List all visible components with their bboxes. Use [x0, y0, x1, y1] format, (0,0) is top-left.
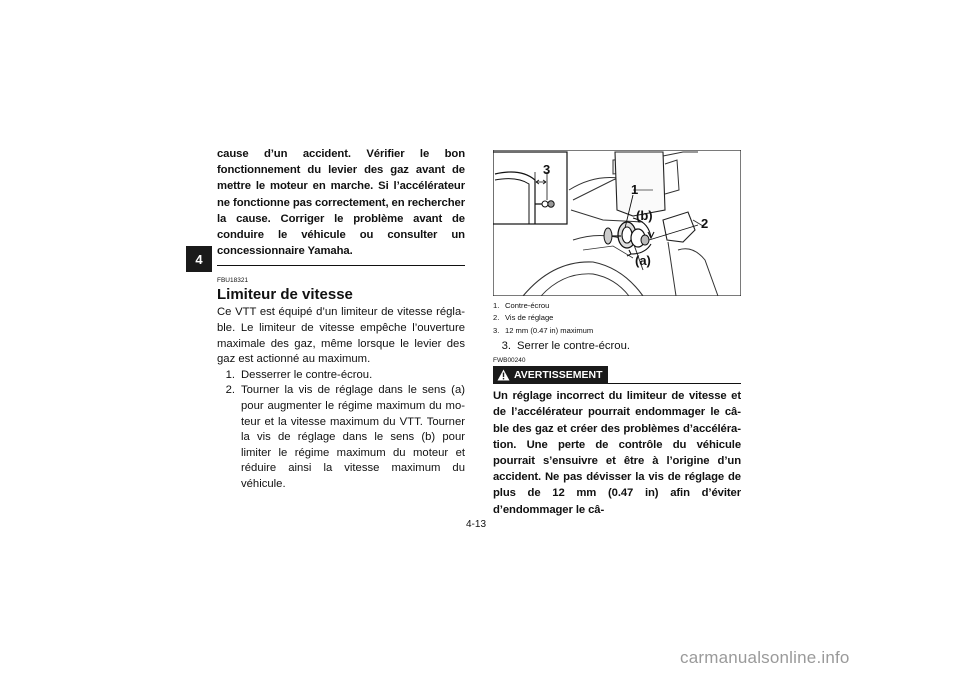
warning-header-rule: [608, 383, 741, 384]
caption-number: 1.: [493, 301, 500, 310]
caption-text: 12 mm (0.47 in) maximum: [505, 325, 594, 335]
list-item: [217, 383, 465, 492]
warning-continuation: cause d’un accident. Vérifier le bon fonctionnement du levier des gaz avant de mettre le moteur en marche. Si l’accélérateur ne fonctionne pas correctement, en rechercher la cause. Corriger le problème avant de conduire le véhicule ou consulter un concessionnaire Yamaha.: [217, 148, 465, 258]
step-text: Tourner la vis de réglage dans le sens (a) pour augmenter le régime maximum du moteur et la vitesse maximum du VTT. Tourner la vis de réglage dans le sens (b) pour limiter le régime maximum du moteur et réduire ainsi la vitesse maximum du véhicule.: [241, 384, 465, 490]
figure-label-1: 1: [631, 182, 639, 197]
steps-list: [217, 368, 465, 493]
figure-captions: [493, 300, 741, 337]
caption-text: Vis de réglage: [505, 313, 554, 323]
step-3: [493, 339, 741, 354]
figure-label-3: 3: [543, 162, 551, 177]
warning-text: Un réglage incorrect du limiteur de vitesse et de l’accélérateur pourrait endommager le câble des gaz et créer des problèmes d’accélération. Une perte de contrôle du véhicule pourrait s’ensuivre et être à l’origine d’un accident. Ne pas dévisser la vis de réglage de plus de 12 mm (0.47 in) afin d’éviter d’endommager le câ-: [493, 390, 741, 516]
warning-badge: [493, 366, 608, 384]
figure-label-2: 2: [701, 216, 709, 231]
section-code: FBU18321: [217, 277, 249, 285]
warning-label: AVERTISSEMENT: [514, 369, 603, 382]
step-text: Serrer le contre-écrou.: [517, 340, 631, 353]
right-column: [493, 150, 741, 518]
warning-header: [493, 366, 741, 384]
warning-triangle-icon: [497, 369, 510, 381]
step-number: 1.: [225, 368, 235, 381]
step-number: 3.: [501, 340, 511, 353]
caption-number: 2.: [493, 313, 500, 323]
intro-paragraph: Ce VTT est équipé d’un limiteur de vitesse réglable. Le limiteur de vitesse empêche l’ouverture maximale des gaz, même lorsque le levier des gaz est actionné au maximum.: [217, 306, 465, 366]
list-item: [493, 300, 741, 312]
list-item: [493, 312, 741, 324]
step-number: 2.: [225, 384, 235, 397]
section-title: Limiteur de vitesse: [217, 286, 353, 304]
watermark: carmanualsonline.info: [680, 648, 850, 667]
adjustment-figure: [493, 150, 741, 296]
step-text: Desserrer le contre-écrou.: [241, 368, 373, 381]
figure-label-a: (a): [635, 253, 651, 268]
chapter-tab: 4: [186, 246, 212, 272]
list-item: [493, 325, 741, 337]
throttle-illustration: [493, 150, 741, 296]
warning-code: FWB00240: [493, 357, 526, 365]
caption-text: Contre-écrou: [505, 301, 550, 310]
left-column: [217, 146, 465, 493]
list-item: [217, 368, 465, 384]
warning-end-rule: [217, 265, 465, 266]
caption-number: 3.: [493, 325, 500, 335]
figure-label-b: (b): [636, 208, 653, 223]
page-number: 4-13: [466, 519, 487, 530]
